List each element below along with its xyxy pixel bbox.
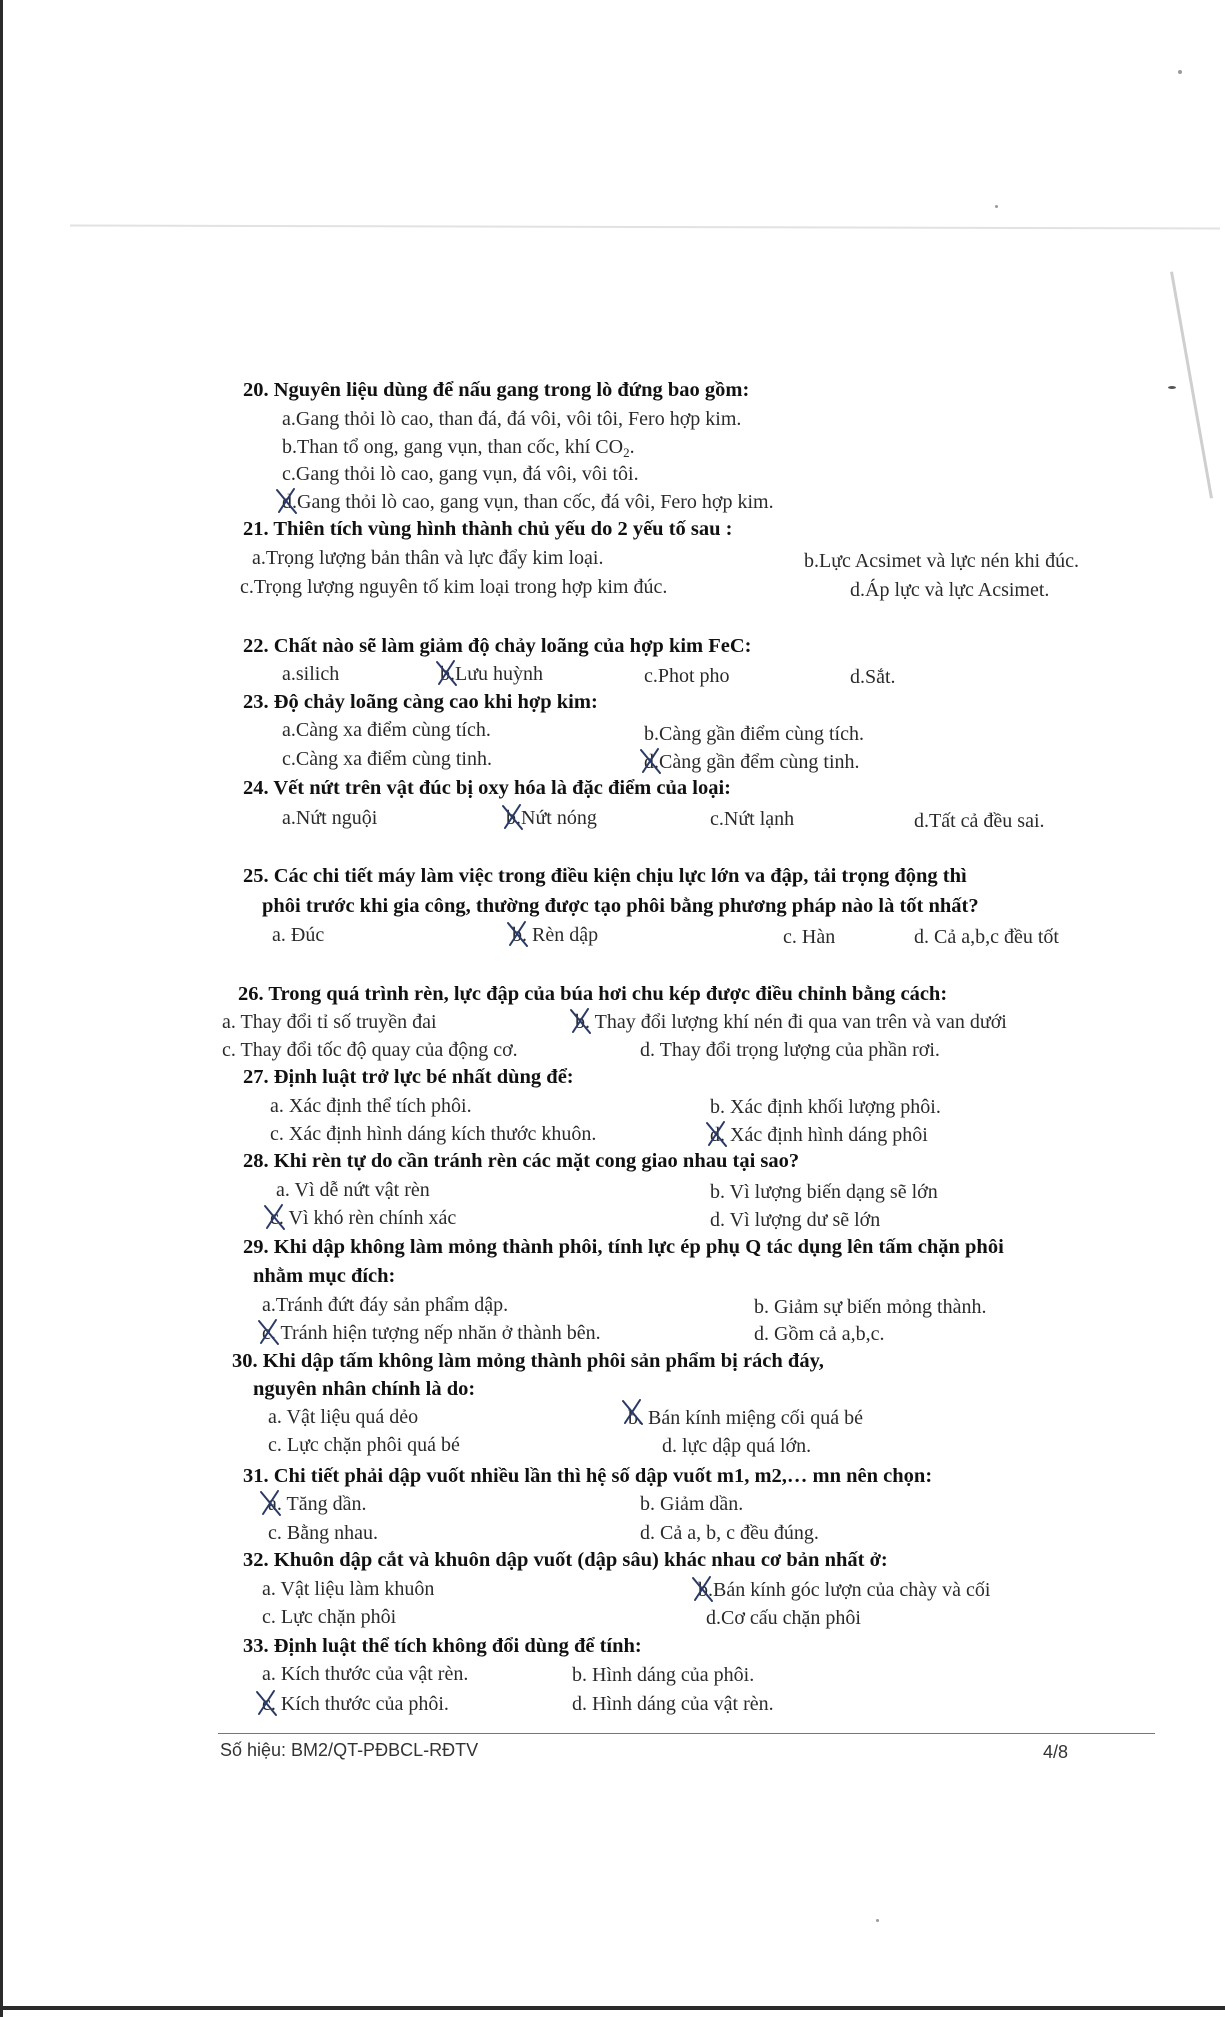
question-30-title: 30. Khi dập tấm không làm mỏng thành phôi sản phẩm bị rách đáy, <box>232 1350 824 1372</box>
question-29-title: 29. Khi dập không làm mỏng thành phôi, tính lực ép phụ Q tác dụng lên tấm chặn phôi <box>243 1236 1004 1258</box>
q27-option-d: d. Xác định hình dáng phôi <box>710 1124 928 1146</box>
footer-divider <box>218 1733 1155 1734</box>
scan-dust <box>1178 70 1182 74</box>
q28-option-a: a. Vì dễ nứt vật rèn <box>276 1179 430 1201</box>
answer-mark-icon <box>500 802 526 832</box>
scan-edge-bottom <box>0 2006 1225 2010</box>
q21-option-c: c.Trọng lượng nguyên tố kim loại trong hợp kim đúc. <box>240 576 668 598</box>
q21-option-a: a.Trọng lượng bản thân và lực đẩy kim loại. <box>252 547 604 569</box>
q33-option-d: d. Hình dáng của vật rèn. <box>572 1693 774 1715</box>
q29-option-c: c. Tránh hiện tượng nếp nhăn ở thành bên. <box>262 1322 601 1344</box>
q29-option-b: b. Giảm sự biến mỏng thành. <box>754 1296 987 1318</box>
question-32-title: 32. Khuôn dập cắt và khuôn dập vuốt (dập sâu) khác nhau cơ bản nhất ở: <box>243 1549 888 1571</box>
q22-option-b: b.Lưu huỳnh <box>440 663 544 685</box>
answer-mark-icon <box>254 1688 280 1718</box>
q20-option-a: a.Gang thỏi lò cao, than đá, đá vôi, vôi tôi, Fero hợp kim. <box>282 408 742 430</box>
question-31-title: 31. Chi tiết phải dập vuốt nhiều lần thì hệ số dập vuốt m1, m2,… mn nên chọn: <box>243 1465 933 1487</box>
q28-option-c: c. Vì khó rèn chính xác <box>270 1207 457 1229</box>
q32-option-b: b.Bán kính góc lượn của chày và cối <box>698 1579 991 1601</box>
scan-dust <box>995 205 998 208</box>
q26-option-a: a. Thay đổi tỉ số truyền đai <box>222 1011 437 1033</box>
q28-option-b: b. Vì lượng biến dạng sẽ lớn <box>710 1181 938 1203</box>
scan-edge <box>0 0 3 2017</box>
q26-option-d: d. Thay đổi trọng lượng của phần rơi. <box>640 1039 940 1061</box>
q33-option-a: a. Kích thước của vật rèn. <box>262 1663 469 1685</box>
q30-option-a: a. Vật liệu quá dẻo <box>268 1406 419 1428</box>
answer-mark-icon <box>690 1574 716 1604</box>
q23-option-c: c.Càng xa điểm cùng tinh. <box>282 748 492 770</box>
q31-option-a: a. Tăng dần. <box>268 1493 367 1515</box>
q31-option-d: d. Cả a, b, c đều đúng. <box>640 1522 819 1544</box>
q22-option-d: d.Sắt. <box>850 666 896 688</box>
q24-option-a: a.Nứt nguội <box>282 807 378 829</box>
q31-option-c: c. Bằng nhau. <box>268 1522 378 1544</box>
q29-option-d: d. Gồm cả a,b,c. <box>754 1323 885 1345</box>
q27-option-c: c. Xác định hình dáng kích thước khuôn. <box>270 1123 597 1145</box>
q20-option-d: d.Gang thỏi lò cao, gang vụn, than cốc, đá vôi, Fero hợp kim. <box>282 491 774 513</box>
answer-mark-icon <box>638 746 664 776</box>
paper-edge <box>70 224 1220 229</box>
answer-mark-icon <box>620 1397 646 1427</box>
q20-option-b: b.Than tổ ong, gang vụn, than cốc, khí $CO_2$. <box>282 436 635 460</box>
q27-option-a: a. Xác định thể tích phôi. <box>270 1095 472 1117</box>
q22-option-a: a.silich <box>282 663 340 685</box>
q22-option-c: c.Phot pho <box>644 665 730 687</box>
page-number: 4/8 <box>1043 1742 1069 1762</box>
answer-mark-icon <box>256 1317 282 1347</box>
question-28-title: 28. Khi rèn tự do cần tránh rèn các mặt cong giao nhau tại sao? <box>243 1150 800 1172</box>
answer-mark-icon <box>274 486 300 516</box>
q21-option-d: d.Áp lực và lực Acsimet. <box>850 579 1050 601</box>
question-22-title: 22. Chất nào sẽ làm giảm độ chảy loãng của hợp kim FeC: <box>243 635 752 657</box>
question-20-title: 20. Nguyên liệu dùng để nấu gang trong lò đứng bao gồm: <box>243 379 750 401</box>
question-25-title-cont: phôi trước khi gia công, thường được tạo phôi bằng phương pháp nào là tốt nhất? <box>262 895 979 917</box>
scan-dust <box>876 1919 879 1922</box>
question-33-title: 33. Định luật thể tích không đổi dùng để tính: <box>243 1635 642 1657</box>
q29-option-a: a.Tránh đứt đáy sản phẩm dập. <box>262 1294 509 1316</box>
q25-option-a: a. Đúc <box>272 924 325 946</box>
question-26-title: 26. Trong quá trình rèn, lực đập của búa hơi chu kép được điều chỉnh bằng cách: <box>238 983 948 1005</box>
q25-option-c: c. Hàn <box>783 926 836 948</box>
q31-option-b: b. Giảm dần. <box>640 1493 744 1515</box>
answer-mark-icon <box>262 1202 288 1232</box>
answer-mark-icon <box>258 1488 284 1518</box>
q28-option-d: d. Vì lượng dư sẽ lớn <box>710 1209 881 1231</box>
q25-option-d: d. Cả a,b,c đều tốt <box>914 926 1059 948</box>
q23-option-b: b.Càng gần điểm cùng tích. <box>644 723 864 745</box>
q23-option-d: d.Càng gần đểm cùng tinh. <box>644 751 860 773</box>
answer-mark-icon <box>568 1006 594 1036</box>
question-21-title: 21. Thiên tích vùng hình thành chủ yếu do 2 yếu tố sau : <box>243 518 733 540</box>
q26-option-c: c. Thay đổi tốc độ quay của động cơ. <box>222 1039 518 1061</box>
question-30-title-cont: nguyên nhân chính là do: <box>253 1378 476 1400</box>
question-23-title: 23. Độ chảy loãng càng cao khi hợp kim: <box>243 691 598 713</box>
answer-mark-icon <box>505 919 531 949</box>
paper-fold <box>1170 271 1213 498</box>
q30-option-d: d. lực dập quá lớn. <box>662 1435 812 1457</box>
question-27-title: 27. Định luật trở lực bé nhất dùng để: <box>243 1066 574 1088</box>
q32-option-d: d.Cơ cấu chặn phôi <box>706 1607 861 1629</box>
q30-option-c: c. Lực chặn phôi quá bé <box>268 1434 460 1456</box>
answer-mark-icon <box>704 1119 730 1149</box>
question-24-title: 24. Vết nứt trên vật đúc bị oxy hóa là đặc điểm của loại: <box>243 777 731 799</box>
q33-option-b: b. Hình dáng của phôi. <box>572 1664 755 1686</box>
q33-option-c: c. Kích thước của phôi. <box>262 1693 449 1715</box>
q27-option-b: b. Xác định khối lượng phôi. <box>710 1096 941 1118</box>
q24-option-d: d.Tất cả đều sai. <box>914 810 1045 832</box>
answer-mark-icon <box>434 658 460 688</box>
q32-option-c: c. Lực chặn phôi <box>262 1606 397 1628</box>
q25-option-b: b. Rèn dập <box>512 924 599 946</box>
q30-option-b: b. Bán kính miệng cối quá bé <box>628 1407 863 1429</box>
q32-option-a: a. Vật liệu làm khuôn <box>262 1578 435 1600</box>
scan-dust <box>1168 386 1176 389</box>
question-25-title: 25. Các chi tiết máy làm việc trong điều kiện chịu lực lớn va đập, tải trọng động thì <box>243 865 967 887</box>
document-code: Số hiệu: BM2/QT-PĐBCL-RĐTV <box>220 1740 479 1760</box>
q20-option-c: c.Gang thỏi lò cao, gang vụn, đá vôi, vôi tôi. <box>282 463 639 485</box>
q24-option-c: c.Nứt lạnh <box>710 808 795 830</box>
q23-option-a: a.Càng xa điểm cùng tích. <box>282 719 491 741</box>
q24-option-b: b.Nứt nóng <box>506 807 597 829</box>
q26-option-b: b. Thay đổi lượng khí nén đi qua van trên và van dưới <box>575 1011 1007 1033</box>
question-29-title-cont: nhằm mục đích: <box>253 1265 396 1287</box>
q21-option-b: b.Lực Acsimet và lực nén khi đúc. <box>804 550 1079 572</box>
